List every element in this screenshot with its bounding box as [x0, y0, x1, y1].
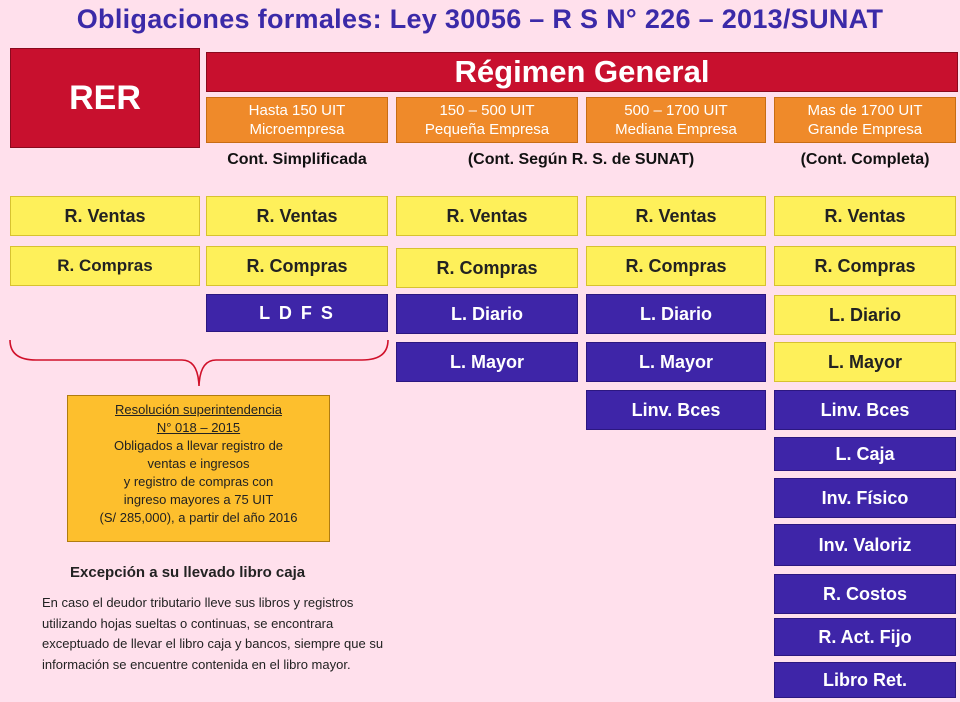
grande-registro-activo-fijo: R. Act. Fijo [774, 618, 956, 656]
note-line: (S/ 285,000), a partir del año 2016 [99, 510, 298, 525]
mediana-libro-diario: L. Diario [586, 294, 766, 334]
grande-registro-compras: R. Compras [774, 246, 956, 286]
grande-inventario-valorizado: Inv. Valoriz [774, 524, 956, 566]
rer-registro-compras: R. Compras [10, 246, 200, 286]
note-line: Resolución superintendencia [115, 402, 282, 417]
grande-registro-ventas: R. Ventas [774, 196, 956, 236]
note-line: y registro de compras con [123, 474, 274, 489]
pequena-libro-diario: L. Diario [396, 294, 578, 334]
mediana-libro-mayor: L. Mayor [586, 342, 766, 382]
micro-ldfs: L D F S [206, 294, 388, 332]
pequena-libro-mayor: L. Mayor [396, 342, 578, 382]
cont-completa: (Cont. Completa) [800, 151, 930, 168]
exception-line: En caso el deudor tributario lleve sus libros y registros [42, 595, 354, 610]
grande-libro-caja: L. Caja [774, 437, 956, 471]
category-range: Hasta 150 UIT [248, 102, 346, 119]
exception-line: utilizando hojas sueltas o continuas, se encontrara [42, 615, 334, 631]
note-line: Obligados a llevar registro de [113, 438, 284, 453]
grande-libro-mayor: L. Mayor [774, 342, 956, 382]
note-line: ventas e ingresos [147, 456, 250, 471]
pequena-registro-ventas: R. Ventas [396, 196, 578, 236]
cont-simplificada: Cont. Simplificada [227, 151, 367, 168]
mediana-libro-inventarios: Linv. Bces [586, 390, 766, 430]
grande-libro-inventarios: Linv. Bces [774, 390, 956, 430]
micro-registro-compras: R. Compras [206, 246, 388, 286]
pequena-registro-compras: R. Compras [396, 248, 578, 288]
category-name: Mediana Empresa [615, 121, 737, 138]
rer-header: RER [10, 48, 200, 148]
page-title: Obligaciones formales: Ley 30056 – R S N° 226 – 2013/SUNAT [76, 4, 884, 34]
category-range: 150 – 500 UIT [439, 102, 535, 119]
mediana-registro-compras: R. Compras [586, 246, 766, 286]
resolution-note [67, 395, 330, 542]
grande-libro-retenciones: Libro Ret. [774, 662, 956, 698]
grande-libro-diario: L. Diario [774, 295, 956, 335]
category-name: Pequeña Empresa [424, 121, 550, 138]
cont-segun-rs: (Cont. Según R. S. de SUNAT) [467, 151, 695, 168]
category-grande [774, 97, 956, 143]
category-range: Mas de 1700 UIT [807, 102, 923, 119]
category-name: Grande Empresa [807, 121, 923, 138]
rer-registro-ventas: R. Ventas [10, 196, 200, 236]
exception-line: información se encuentre contenida en el libro mayor. [42, 656, 351, 672]
category-micro [206, 97, 388, 143]
mediana-registro-ventas: R. Ventas [586, 196, 766, 236]
exception-line: exceptuado de llevar el libro caja y bancos, siempre que su [42, 636, 384, 651]
note-line: ingreso mayores a 75 UIT [123, 492, 274, 507]
category-mediana [586, 97, 766, 143]
grande-registro-costos: R. Costos [774, 574, 956, 614]
category-range: 500 – 1700 UIT [624, 102, 728, 119]
regimen-general-header: Régimen General [206, 52, 958, 92]
exception-text [42, 593, 482, 675]
category-pequena [396, 97, 578, 143]
category-name: Microempresa [249, 121, 345, 138]
note-line: N° 018 – 2015 [156, 420, 241, 435]
micro-registro-ventas: R. Ventas [206, 196, 388, 236]
exception-title: Excepción a su llevado libro caja [70, 564, 306, 581]
grande-inventario-fisico: Inv. Físico [774, 478, 956, 518]
curly-brace [6, 338, 392, 398]
